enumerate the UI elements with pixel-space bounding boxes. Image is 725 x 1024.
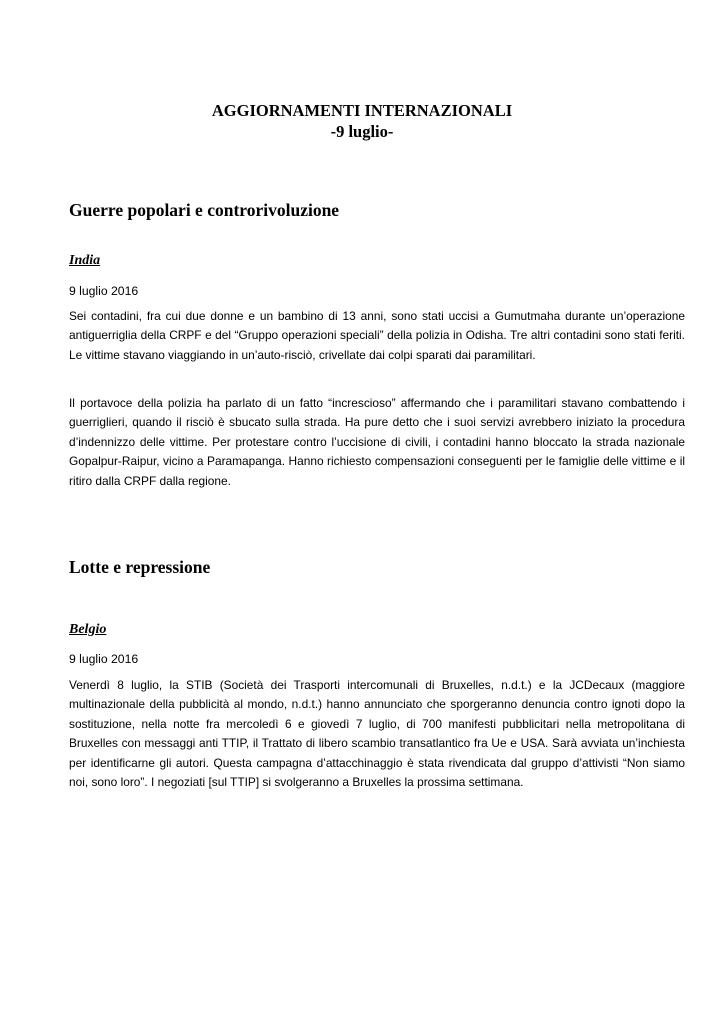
article-date-india: 9 luglio 2016 xyxy=(69,284,139,298)
document-title: AGGIORNAMENTI INTERNAZIONALI xyxy=(211,101,513,120)
article-paragraph-belgio-1: Venerdì 8 luglio, la STIB (Società dei Trasporti intercomunali di Bruxelles, n.d.t.) e la JCDecaux (maggiore multinazionale della pubblicità al mondo, n.d.t.) hanno annunciato che sporgeranno denuncia contro ignoti dopo la sostituzione, nella notte fra mercoledì 6 e giovedì 7 luglio, di 700 manifesti pubblicitari nella metropolitana di Bruxelles con messaggi anti TTIP, il Trattato di libero scambio transatlantico fra Ue e USA. Sarà avviata un’inchiesta per identificarne gli autori. Questa campagna d’attacchinaggio è stata rivendicata dal gruppo d’attivisti “Non siamo noi, sono loro”. I negoziati [sul TTIP] si svolgeranno a Bruxelles la prossima settimana. xyxy=(69,678,685,790)
section-heading-lotte-repressione: Lotte e repressione xyxy=(69,557,211,577)
country-heading-india: India xyxy=(69,253,101,268)
section-heading-guerre-popolari: Guerre popolari e controrivoluzione xyxy=(69,200,340,220)
article-date-belgio: 9 luglio 2016 xyxy=(69,652,139,666)
article-paragraph-india-2: Il portavoce della polizia ha parlato di un fatto “increscioso” affermando che i paramilitari stavano combattendo i guerriglieri, quando il risciò è sbucato sulla strada. Ha pure detto che i suoi servizi avrebbero iniziato la procedura d’indennizzo delle vittime. Per protestare contro l’uccisione di civili, i contadini hanno bloccato la strada nazionale Gopalpur-Raipur, vicino a Paramapanga. Hanno richiesto compensazioni conseguenti per le famiglie delle vittime e il ritiro dalla CRPF dalla regione. xyxy=(69,396,685,488)
document-title-block xyxy=(69,100,655,142)
document-date-subtitle: -9 luglio- xyxy=(330,122,394,141)
article-paragraph-india-1: Sei contadini, fra cui due donne e un bambino di 13 anni, sono stati uccisi a Gumutmaha durante un’operazione antiguerriglia della CRPF e del “Gruppo operazioni speciali” della polizia in Odisha. Tre altri contadini sono stati feriti. Le vittime stavano viaggiando in un’auto-risciò, crivellate dai colpi sparati dai paramilitari. xyxy=(69,309,685,362)
country-heading-belgio: Belgio xyxy=(69,622,107,637)
